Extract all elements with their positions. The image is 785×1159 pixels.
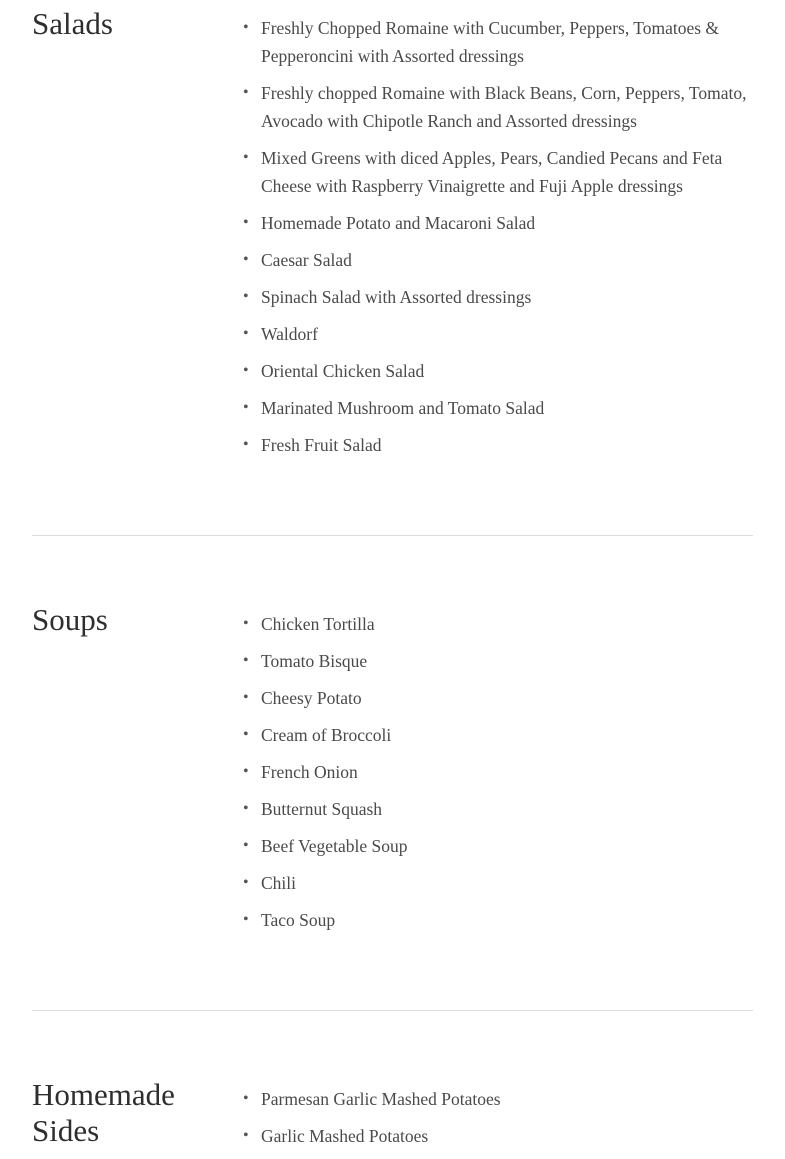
list-item-text: Mixed Greens with diced Apples, Pears, Candied Pecans and Feta Cheese with Raspberry Vinaigrette and Fuji Apple dressings (261, 148, 723, 196)
list-item (243, 721, 753, 749)
section-title-salads: Salads (32, 6, 113, 41)
list-item-text: Beef Vegetable Soup (261, 836, 408, 856)
list-item (243, 684, 753, 712)
bullet-icon: • (243, 652, 249, 669)
bullet-icon: • (243, 615, 249, 632)
list-item (243, 869, 753, 897)
bullet-icon: • (243, 251, 249, 268)
list-item-text: Marinated Mushroom and Tomato Salad (261, 398, 545, 418)
bullet-icon: • (243, 837, 249, 854)
list-item (243, 832, 753, 860)
list-item-text: Freshly Chopped Romaine with Cucumber, Peppers, Tomatoes & Pepperoncini with Assorted dressings (261, 18, 720, 66)
list-item-text: French Onion (261, 762, 358, 782)
list-item-text: Oriental Chicken Salad (261, 361, 425, 381)
salads-list (243, 14, 753, 468)
bullet-icon: • (243, 874, 249, 891)
list-item-text: Fresh Fruit Salad (261, 435, 382, 455)
section-divider (32, 1010, 753, 1011)
list-item (243, 320, 753, 348)
list-item (243, 144, 753, 200)
section-title-soups: Soups (32, 602, 108, 637)
list-item (243, 795, 753, 823)
bullet-icon: • (243, 399, 249, 416)
soups-list (243, 610, 753, 943)
list-item-text: Spinach Salad with Assorted dressings (261, 287, 532, 307)
list-item-text: Cheesy Potato (261, 688, 362, 708)
list-item-text: Butternut Squash (261, 799, 383, 819)
list-item (243, 209, 753, 237)
sides-list (243, 1085, 753, 1159)
list-item-text: Taco Soup (261, 910, 336, 930)
bullet-icon: • (243, 436, 249, 453)
list-item-text: Homemade Potato and Macaroni Salad (261, 213, 536, 233)
bullet-icon: • (243, 19, 249, 36)
section-divider (32, 535, 753, 536)
bullet-icon: • (243, 149, 249, 166)
section-title-homemade-sides: Homemade Sides (32, 1077, 175, 1148)
bullet-icon: • (243, 763, 249, 780)
list-item (243, 79, 753, 135)
bullet-icon: • (243, 726, 249, 743)
list-item (243, 758, 753, 786)
list-item (243, 1085, 753, 1113)
list-item (243, 14, 753, 70)
list-item-text: Caesar Salad (261, 250, 352, 270)
bullet-icon: • (243, 214, 249, 231)
list-item-text: Freshly chopped Romaine with Black Beans, Corn, Peppers, Tomato, Avocado with Chipotle Ranch and Assorted dressings (261, 83, 747, 131)
list-item (243, 1122, 753, 1150)
list-item-text: Cream of Broccoli (261, 725, 392, 745)
list-item-text: Waldorf (261, 324, 318, 344)
bullet-icon: • (243, 362, 249, 379)
list-item-text: Chicken Tortilla (261, 614, 375, 634)
list-item-text: Garlic Mashed Potatoes (261, 1126, 429, 1146)
bullet-icon: • (243, 1090, 249, 1107)
bullet-icon: • (243, 689, 249, 706)
list-item-text: Chili (261, 873, 297, 893)
list-item (243, 431, 753, 459)
bullet-icon: • (243, 911, 249, 928)
list-item (243, 394, 753, 422)
list-item (243, 610, 753, 638)
bullet-icon: • (243, 1127, 249, 1144)
list-item-text: Tomato Bisque (261, 651, 368, 671)
list-item (243, 283, 753, 311)
bullet-icon: • (243, 84, 249, 101)
list-item (243, 246, 753, 274)
bullet-icon: • (243, 800, 249, 817)
list-item (243, 357, 753, 385)
list-item (243, 647, 753, 675)
list-item (243, 906, 753, 934)
bullet-icon: • (243, 288, 249, 305)
list-item-text: Parmesan Garlic Mashed Potatoes (261, 1089, 501, 1109)
bullet-icon: • (243, 325, 249, 342)
